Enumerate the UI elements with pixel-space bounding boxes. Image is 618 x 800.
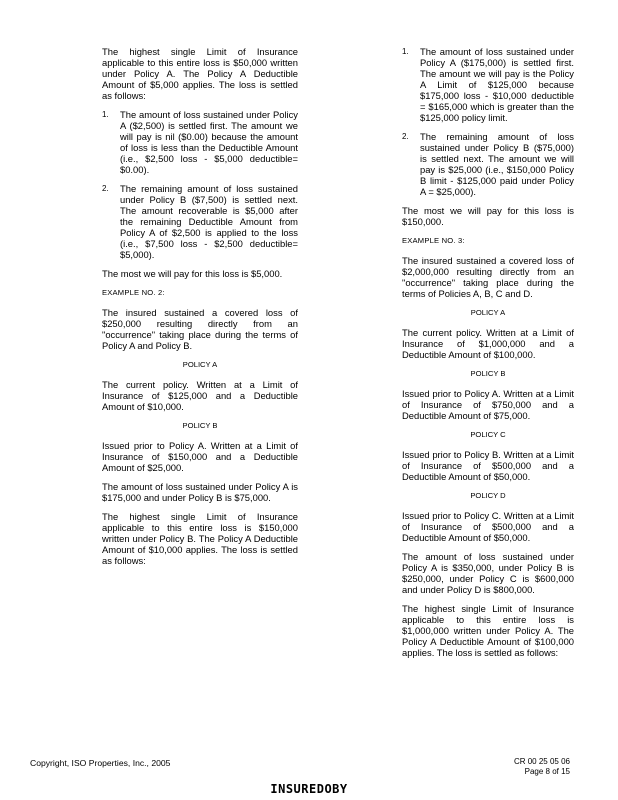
list-item: [102, 109, 298, 175]
paragraph: The most we will pay for this loss is $150,000.: [402, 205, 574, 227]
paragraph: The highest single Limit of Insurance applicable to this entire loss is $150,000 written under Policy B. The Policy A Deductible Amount of $10,000 applies. The loss is settled as follows:: [102, 511, 298, 566]
paragraph: Issued prior to Policy C. Written at a Limit of Insurance of $500,000 and a Deductible Amount of $50,000.: [402, 510, 574, 543]
list-text: The remaining amount of loss sustained under Policy B ($7,500) is settled next. The amount recoverable is $5,000 after the remaining Deductible Amount from Policy A of $2,500 is applied to the loss (i.e., $7,500 loss - $2,500 deductible= $5,000).: [120, 183, 298, 260]
page-info: [496, 757, 570, 777]
page-number: Page 8 of 15: [524, 767, 570, 776]
policy-heading: POLICY B: [182, 421, 218, 430]
paragraph: The most we will pay for this loss is $5,000.: [102, 268, 283, 279]
list-text: The amount of loss sustained under Policy A ($2,500) is settled first. The amount we will pay is nil ($0.00) because the amount of loss is less than the Deductible Amount (i.e., $2,500 loss - $5,000 deductible= $0.00).: [120, 109, 298, 175]
paragraph: Issued prior to Policy A. Written at a Limit of Insurance of $750,000 and a Deductible Amount of $75,000.: [402, 388, 574, 421]
paragraph: The highest single Limit of Insurance applicable to this entire loss is $1,000,000 written under Policy A. The Policy A Deductible Amount of $100,000 applies. The loss is settled as follows:: [402, 603, 574, 658]
policy-heading: POLICY B: [470, 369, 506, 378]
list-text: The remaining amount of loss sustained under Policy B ($75,000) is settled next. The amount we will pay is $25,000 (i.e., $150,000 Policy B limit - $125,000 paid under Policy A = $25,000).: [420, 131, 574, 197]
paragraph: The amount of loss sustained under Policy A is $350,000, under Policy B is $250,000, under Policy C is $600,000 and under Policy D is $800,000.: [402, 551, 574, 595]
paragraph: The insured sustained a covered loss of $250,000 resulting directly from an "occurrence" taking place during the terms of Policy A and Policy B.: [102, 307, 298, 351]
policy-heading: POLICY C: [470, 430, 506, 439]
list-item: [402, 46, 574, 123]
paragraph: The insured sustained a covered loss of $2,000,000 resulting directly from an "occurrence" taking place during the terms of Policies A, B, C and D.: [402, 255, 574, 299]
left-column: [102, 46, 298, 574]
policy-heading: POLICY A: [182, 360, 218, 369]
list-number: 2.: [402, 132, 409, 141]
settlement-list: [402, 46, 574, 197]
copyright-notice: Copyright, ISO Properties, Inc., 2005: [30, 758, 171, 768]
example-heading: EXAMPLE NO. 2:: [102, 288, 165, 297]
settlement-list: [102, 109, 298, 260]
form-number: CR 00 25 05 06: [513, 757, 570, 766]
policy-heading: POLICY D: [470, 491, 506, 500]
paragraph: The amount of loss sustained under Policy A is $175,000 and under Policy B is $75,000.: [102, 481, 298, 503]
right-column: [402, 46, 574, 666]
list-number: 2.: [102, 184, 109, 193]
policy-heading: POLICY A: [470, 308, 506, 317]
list-item: [402, 131, 574, 197]
paragraph: The current policy. Written at a Limit of Insurance of $1,000,000 and a Deductible Amount of $100,000.: [402, 327, 574, 360]
list-number: 1.: [102, 110, 109, 119]
brand-watermark: INSUREDOBY: [270, 782, 348, 796]
paragraph: The current policy. Written at a Limit of Insurance of $125,000 and a Deductible Amount of $10,000.: [102, 379, 298, 412]
paragraph: The highest single Limit of Insurance applicable to this entire loss is $50,000 written under Policy A. The Policy A Deductible Amount of $5,000 applies. The loss is settled as follows:: [102, 46, 298, 101]
paragraph: Issued prior to Policy B. Written at a Limit of Insurance of $500,000 and a Deductible Amount of $50,000.: [402, 449, 574, 482]
list-number: 1.: [402, 47, 409, 56]
example-heading: EXAMPLE NO. 3:: [402, 236, 465, 245]
paragraph: Issued prior to Policy A. Written at a Limit of Insurance of $150,000 and a Deductible Amount of $25,000.: [102, 440, 298, 473]
list-item: [102, 183, 298, 260]
list-text: The amount of loss sustained under Policy A ($175,000) is settled first. The amount we will pay is the Policy A Limit of $125,000 because $175,000 loss - $10,000 deductible = $165,000 which is greater than the $125,000 policy limit.: [420, 46, 574, 123]
